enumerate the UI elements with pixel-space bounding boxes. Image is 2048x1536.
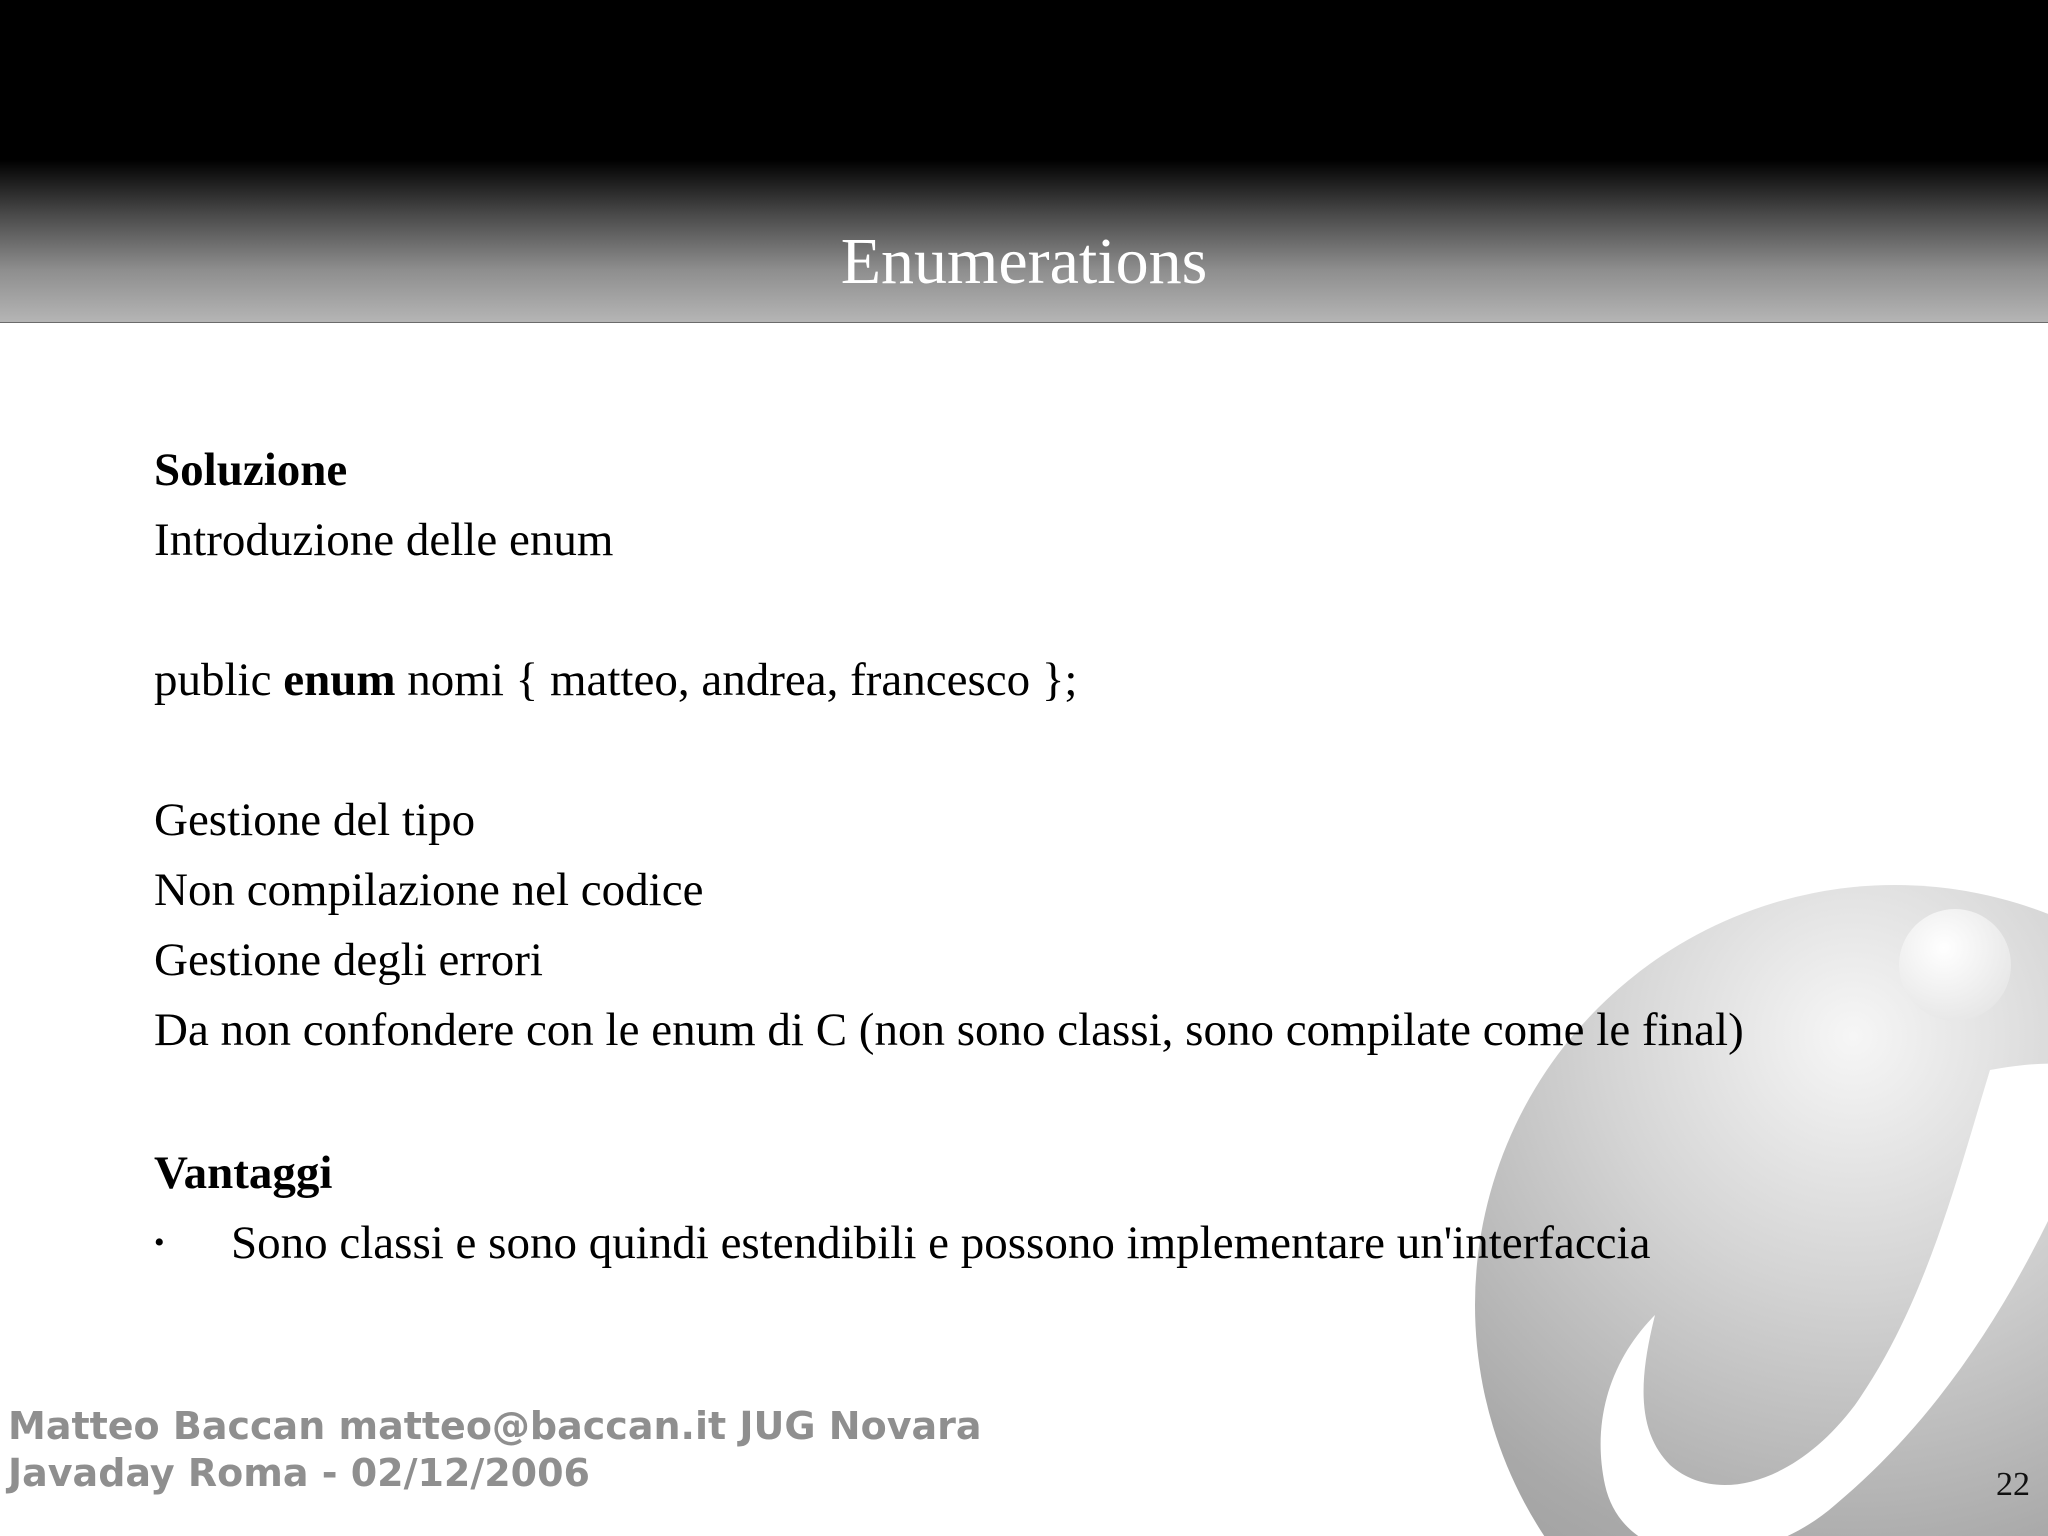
footer-author: Matteo Baccan matteo@baccan.it JUG Novara bbox=[8, 1404, 982, 1448]
code-prefix: public bbox=[154, 654, 284, 706]
bullet-icon: • bbox=[154, 1226, 165, 1259]
point-line: Da non confondere con le enum di C (non sono classi, sono compilate come le final) bbox=[154, 1004, 1744, 1056]
page-number: 22 bbox=[1996, 1466, 2030, 1503]
intro-line: Introduzione delle enum bbox=[154, 514, 614, 566]
footer bbox=[8, 1403, 982, 1497]
point-line: Non compilazione nel codice bbox=[154, 864, 704, 916]
point-line: Gestione degli errori bbox=[154, 934, 543, 986]
heading-vantaggi: Vantaggi bbox=[154, 1147, 333, 1199]
code-suffix: nomi { matteo, andrea, francesco }; bbox=[395, 654, 1078, 706]
advantage-item bbox=[154, 1213, 1954, 1273]
heading-soluzione: Soluzione bbox=[154, 444, 348, 496]
footer-event: Javaday Roma - 02/12/2006 bbox=[8, 1451, 590, 1495]
point-line: Gestione del tipo bbox=[154, 794, 476, 846]
advantage-text: Sono classi e sono quindi estendibili e possono implementare un'interfaccia bbox=[231, 1217, 1651, 1269]
code-line bbox=[154, 650, 1078, 710]
slide-title: Enumerations bbox=[840, 225, 1208, 298]
java-j-logo-icon bbox=[1475, 885, 2048, 1536]
code-keyword: enum bbox=[283, 654, 396, 706]
